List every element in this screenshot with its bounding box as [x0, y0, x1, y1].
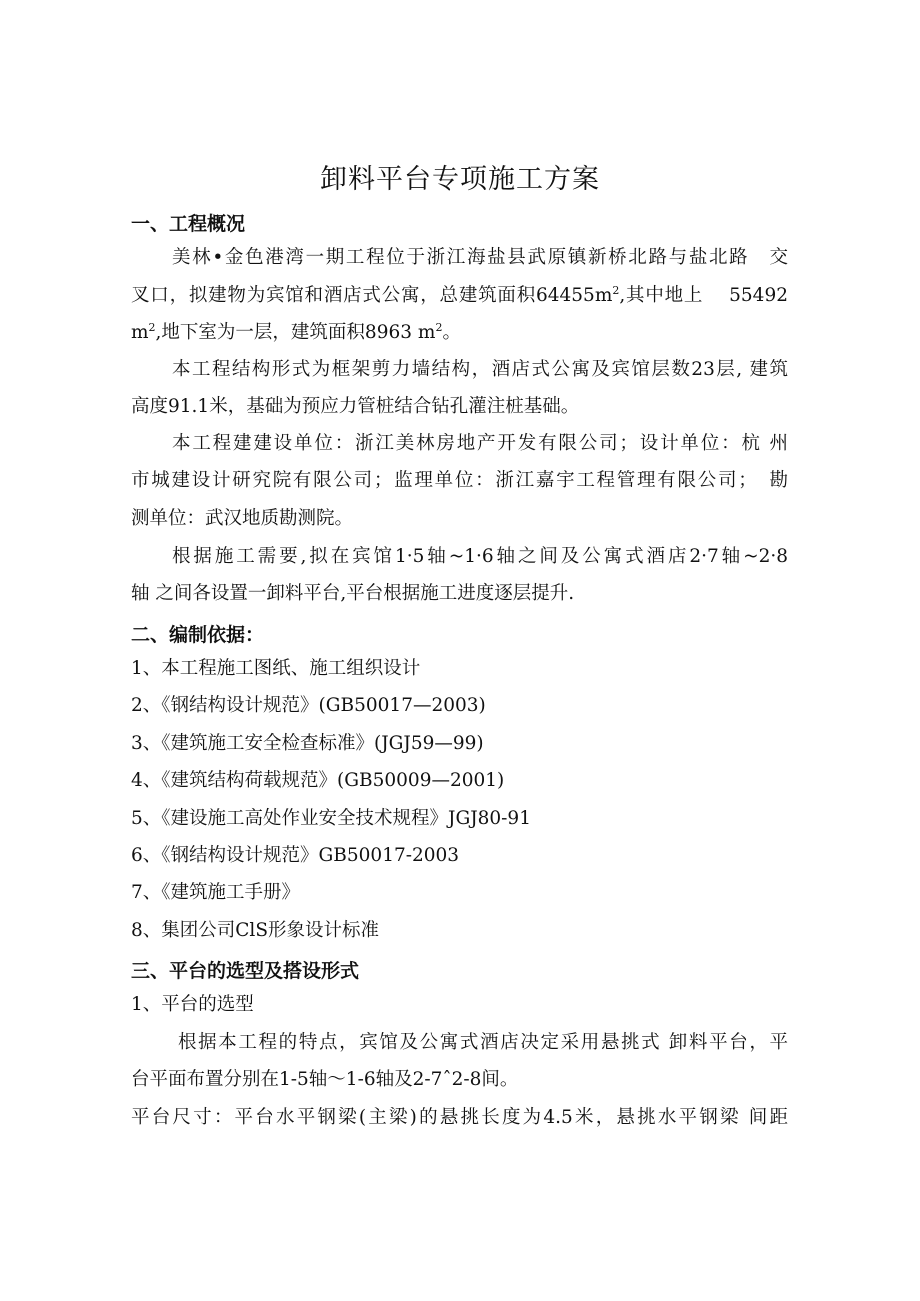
- list-item: 4、《建筑结构荷载规范》(GB50009—2001): [131, 770, 505, 791]
- paragraph-line: 美林•金色港湾一期工程位于浙江海盐县武原镇新桥北路与盐北路 交: [172, 247, 788, 268]
- paragraph-line: 根据本工程的特点，宾馆及公寓式酒店决定采用悬挑式 卸料平台，平: [178, 1032, 788, 1053]
- section-heading-basis: 二、编制依据：: [131, 624, 265, 646]
- document-title: 卸料平台专项施工方案: [320, 164, 600, 195]
- paragraph-line: 本工程结构形式为框架剪力墙结构，酒店式公寓及宾馆层数23层, 建筑: [172, 359, 788, 380]
- text-run: ,其中地上 55492: [619, 285, 788, 306]
- list-item: 6、《钢结构设计规范》GB50017-2003: [131, 845, 460, 866]
- paragraph-line: [131, 284, 788, 308]
- paragraph-line: 根据施工需要,拟在宾馆1·5轴~1·6轴之间及公寓式酒店2·7轴~2·8: [172, 546, 788, 567]
- paragraph-line: 轴 之间各设置一卸料平台,平台根据施工进度逐层提升.: [131, 583, 575, 604]
- section-heading-overview: 一、工程概况: [131, 213, 246, 235]
- text-run: m: [131, 322, 149, 343]
- text-run: ,地下室为一层，建筑面积8963 m: [155, 322, 436, 343]
- subsection-heading: 1、平台的选型: [131, 994, 254, 1015]
- paragraph-line: 高度91.1米，基础为预应力管桩结合钻孔灌注桩基础。: [131, 396, 580, 417]
- text-run: 叉口，拟建物为宾馆和酒店式公寓，总建筑面积64455m: [131, 285, 613, 306]
- superscript: 2: [148, 321, 156, 334]
- paragraph-line: 平台尺寸：平台水平钢梁(主梁)的悬挑长度为4.5米，悬挑水平钢梁 间距: [131, 1107, 788, 1128]
- text-run: 。: [442, 322, 461, 343]
- paragraph-line: 台平面布置分别在1-5轴～1-6轴及2-7ˆ2-8间。: [131, 1069, 519, 1090]
- paragraph-line: 本工程建建设单位：浙江美林房地产开发有限公司；设计单位：杭 州: [172, 433, 788, 454]
- list-item: 7、《建筑施工手册》: [131, 882, 301, 903]
- section-heading-platform: 三、平台的选型及搭设形式: [131, 960, 360, 982]
- list-item: 5、《建设施工高处作业安全技术规程》JGJ80-91: [131, 808, 531, 829]
- superscript: 2: [435, 321, 443, 334]
- list-item: 8、集团公司ClS形象设计标准: [131, 920, 380, 941]
- paragraph-line: 市城建设计研究院有限公司；监理单位：浙江嘉宇工程管理有限公司； 勘: [131, 470, 788, 491]
- list-item: 2、《钢结构设计规范》(GB50017—2003): [131, 695, 486, 716]
- superscript: 2: [612, 284, 620, 297]
- list-item: 3、《建筑施工安全检查标准》(JGJ59—99): [131, 733, 484, 754]
- list-item: 1、本工程施工图纸、施工组织设计: [131, 658, 421, 679]
- paragraph-line: 测单位：武汉地质勘测院。: [131, 508, 354, 529]
- paragraph-line: [131, 321, 788, 345]
